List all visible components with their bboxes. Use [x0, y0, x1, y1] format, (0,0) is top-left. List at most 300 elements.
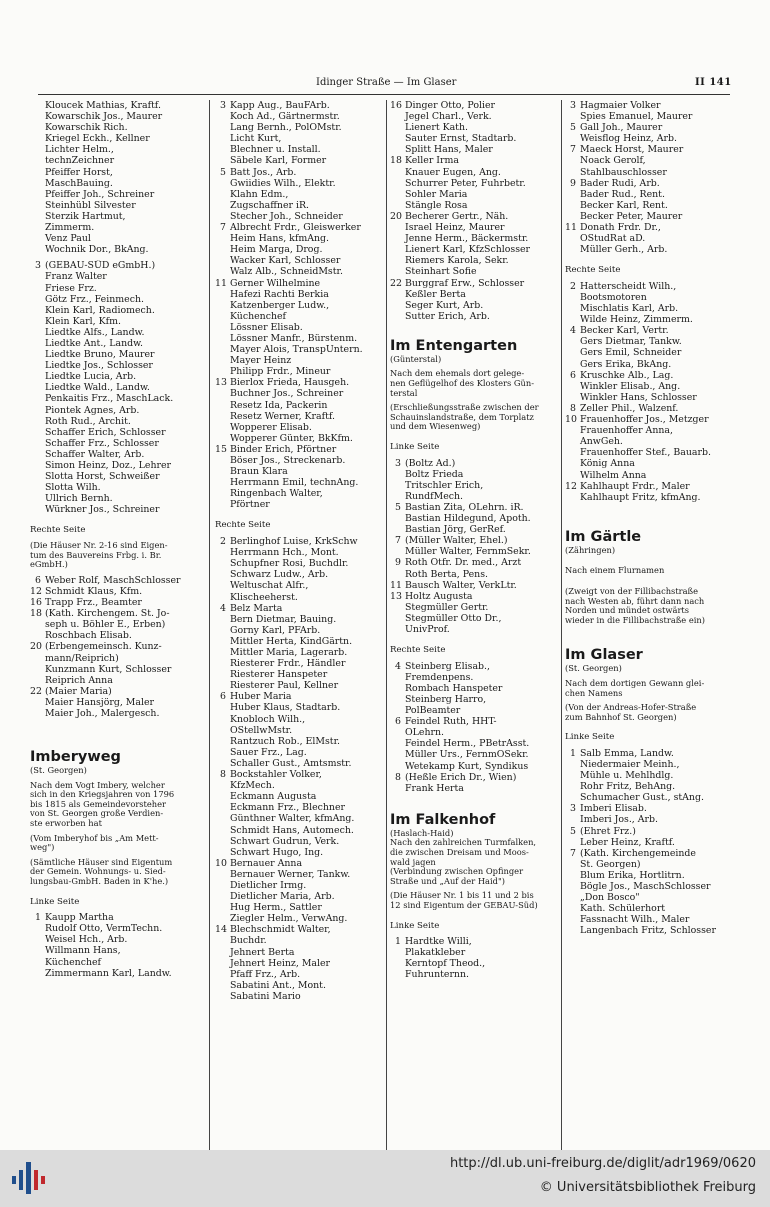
house-number: 9 [395, 557, 401, 569]
entry-list [215, 536, 385, 1002]
entry-line: 5 Gall Joh., Maurer [565, 122, 735, 133]
entry-line: Schaffer Frz., Schlosser [45, 437, 159, 449]
entry-line: seph u. Böhler E., Erben) [45, 619, 166, 631]
entry-line: Schauinslandstraße, dem Torplatz [390, 411, 534, 422]
house-number: 4 [220, 602, 226, 614]
entry-line: 13 Bierlox Frieda, Hausgeh. [215, 377, 350, 389]
entry-line: Kowarschik Rich. [45, 122, 128, 134]
entry-line: Küchenchef [230, 310, 287, 322]
house-number: 1 [35, 912, 41, 924]
side-label: Linke Seite [390, 921, 440, 931]
entry-line: Sabatini Ant., Mont. [230, 979, 326, 991]
entry-line: mann/Reiprich) [45, 652, 119, 664]
side-label: Rechte Seite [30, 526, 86, 536]
house-number: 3 [220, 100, 226, 111]
entry-line: Niedermaier Meinh., [580, 759, 680, 770]
entry-line: Müller Gerh., Arb. [580, 244, 668, 256]
entry-line: 20 Becherer Gertr., Näh. [390, 210, 509, 222]
house-number: 11 [390, 579, 402, 591]
entry-line: Schumacher Gust., stAng. [580, 792, 704, 804]
entry-line: 5 Batt Jos., Arb. [215, 167, 385, 178]
entry-line: Schwarz Ludw., Arb. [230, 569, 329, 581]
entry-line: Becker Karl, Rent. [580, 199, 668, 211]
house-number: 8 [570, 402, 576, 414]
entry-line: Nach den zahlreichen Turmfalken, [390, 838, 537, 848]
house-number: 13 [215, 377, 227, 389]
entry-list [30, 912, 206, 979]
entry-line: Kowarschik Jos., Maurer [45, 111, 163, 123]
entry-line: Gwiidies Wilh., Elektr. [230, 177, 336, 189]
entry-line: Nach dem ehemals dort gelege- [390, 369, 525, 379]
page-header [0, 77, 770, 91]
entry-list [390, 936, 560, 980]
entry-line: 13 Holtz Augusta [390, 590, 473, 602]
entry-line: Roth Rud., Archit. [45, 415, 131, 427]
entry-line: 10 Frauenhoffer Jos., Metzger [565, 414, 709, 426]
entry-line: Liedtke Ant., Landw. [45, 337, 144, 349]
entry-line: Stängle Rosa [405, 199, 468, 211]
entry-line: OLehrn. [405, 727, 444, 739]
entry-list [390, 661, 560, 794]
entry-line: Philipp Frdr., Mineur [230, 366, 331, 378]
entry-line: KfzMech. [230, 780, 275, 792]
entry-line: Wilde Heinz, Zimmerm. [580, 314, 693, 326]
entry-line: der Gemein. Wohnungs- u. Sied- [30, 866, 166, 877]
entry-line: 4 Becker Karl, Vertr. [565, 325, 735, 336]
side-label: Linke Seite [390, 443, 440, 453]
house-number: 5 [395, 502, 401, 513]
house-number: 2 [220, 536, 226, 548]
entry-line: Fremdenpens. [405, 671, 474, 683]
entry-line: lungsbau-GmbH. Baden in K'he.) [30, 876, 169, 886]
entry-line: „Don Bosco" [580, 892, 640, 904]
entry-line: 20 (Erbengemeinsch. Kunz- [30, 641, 162, 653]
entry-line: bis 1815 als Gemeindevorsteher [30, 798, 167, 809]
copyright-notice: © Universitätsbibliothek Freiburg [539, 1180, 756, 1195]
house-number: 6 [220, 691, 226, 703]
entry-line: Bastian Hildegund, Apoth. [405, 513, 531, 525]
house-number: 15 [215, 443, 227, 455]
house-number: 7 [395, 535, 401, 547]
entry-line: 2 Hatterscheidt Wilh., [565, 281, 735, 292]
entry-line: wieder in die Fillibachstraße ein) [565, 614, 705, 625]
house-number: 20 [390, 210, 402, 222]
entry-line: Steinberg Harro, [405, 694, 487, 705]
entry-line: Herrmann Emil, technAng. [230, 477, 359, 489]
entry-line: Becker Peter, Maurer [580, 210, 683, 222]
entry-line: Wochnik Dor., BkAng. [45, 244, 149, 256]
entry-line: 6 Weber Rolf, MaschSchlosser [30, 575, 206, 586]
entry-line: Säbele Karl, Former [230, 155, 327, 167]
street-route [390, 867, 560, 886]
entry-list [390, 100, 560, 322]
entry-line: 4 Belz Marta [215, 603, 385, 614]
entry-line: Rombach Hanspeter [405, 682, 503, 694]
running-title: Idinger Straße — Im Glaser [316, 77, 457, 88]
entry-line: 5 (Ehret Frz.) [565, 826, 735, 837]
entry-line: Roth Berta, Pens. [405, 568, 488, 580]
house-number: 2 [570, 280, 576, 292]
entry-line: Bögle Jos., MaschSchlosser [580, 881, 711, 893]
entry-line: St. Georgen) [580, 858, 641, 870]
entry-line: 16 Dinger Otto, Polier [390, 100, 495, 111]
entry-line: Liedtke Lucia, Arb. [45, 371, 137, 383]
entry-line: Sohler Maria [405, 188, 468, 200]
street-district: (Günterstal) [390, 354, 442, 364]
column-4 [565, 100, 735, 937]
entry-line: Resetz Werner, Kraftf. [230, 410, 335, 422]
entry-line: Weisflog Heinz, Arb. [580, 133, 677, 145]
entry-line: Venz Paul [45, 233, 91, 245]
entry-list [565, 748, 735, 937]
entry-line: Herrmann Hch., Mont. [230, 547, 339, 559]
entry-line: 3 Imberi Elisab. [565, 803, 735, 814]
entry-line: Stegmüller Otto Dr., [405, 612, 502, 624]
entry-line: Eckmann Frz., Blechner [230, 802, 345, 814]
entry-line: 14 Blechschmidt Walter, [215, 924, 331, 936]
house-number: 14 [215, 924, 227, 936]
entry-line: Plakatkleber [405, 947, 466, 959]
entry-line: 2 Berlinghof Luise, KrkSchw [215, 536, 385, 547]
entry-line: Wetekamp Kurt, Syndikus [405, 760, 529, 772]
entry-line: tum des Bauvereins Frbg. i. Br. [30, 549, 162, 560]
entry-line: Heim Hans, kfmAng. [230, 233, 329, 245]
entry-line: Lössner Elisab. [230, 321, 303, 333]
entry-line: Maier Hansjörg, Maler [45, 696, 155, 708]
entry-line: Tritschler Erich, [405, 479, 484, 491]
entry-line: Rantzuch Rob., ElMstr. [230, 735, 341, 747]
entry-line: Rudolf Otto, VermTechn. [45, 923, 163, 935]
entry-line: Klein Karl, Radiomech. [45, 304, 155, 316]
entry-line: weg") [30, 842, 55, 853]
entry-line: ste erworben hat [30, 818, 102, 829]
entry-line: Stecher Joh., Schneider [230, 210, 343, 222]
house-number: 7 [220, 222, 226, 234]
entry-line: Mayer Heinz [230, 355, 292, 367]
entry-line: wald jagen [390, 856, 436, 867]
entry-line: Pförtner [230, 499, 270, 511]
entry-line: 6 Feindel Ruth, HHT- [390, 716, 560, 727]
entry-line: chen Namens [565, 687, 623, 698]
entry-line: Roschbach Elisab. [45, 630, 132, 642]
entry-line: Jenne Herm., Bäckermstr. [405, 233, 529, 245]
ownership-note [390, 891, 560, 910]
entry-line: die zwischen Dreisam und Moos- [390, 847, 529, 858]
entry-line: Wacker Karl, Schlosser [230, 255, 341, 267]
entry-line: Schwart Hugo, Ing. [230, 846, 324, 858]
entry-line: Resetz Ida, Packerin [230, 399, 328, 411]
entry-line: Kriegel Eckh., Kellner [45, 133, 150, 145]
entry-line: Leber Heinz, Kraftf. [580, 836, 675, 848]
house-number: 3 [570, 100, 576, 111]
house-number: 20 [30, 641, 42, 653]
entry-line: Kloucek Mathias, Kraftf. [45, 100, 161, 111]
entry-line: MaschBauing. [45, 177, 113, 189]
entry-line: Kerntopf Theod., [405, 958, 486, 970]
entry-line: 7 (Kath. Kirchengemeinde [565, 848, 735, 859]
entry-line: 6 Kruschke Alb., Lag. [565, 370, 735, 381]
entry-line: Gers Erika, BkAng. [580, 358, 672, 370]
entry-line: Weisel Hch., Arb. [45, 934, 128, 946]
entry-line: Müller Walter, FernmSekr. [405, 546, 531, 558]
entry-line: Seger Kurt, Arb. [405, 299, 484, 311]
street-route [390, 403, 560, 432]
entry-line: 11 Gerner Wilhelmine [215, 277, 321, 289]
house-number: 6 [570, 369, 576, 381]
entry-line: Steinhübl Silvester [45, 199, 136, 211]
column-2 [215, 100, 385, 1002]
side-label: Rechte Seite [565, 266, 621, 276]
house-number: 5 [570, 122, 576, 134]
column-1 [30, 100, 206, 979]
entry-line: AnwGeh. [580, 436, 623, 448]
entry-line: 8 Zeller Phil., Walzenf. [565, 403, 735, 414]
entry-line: 3 (Boltz Ad.) [390, 458, 560, 469]
entry-line: OStudRat aD. [580, 233, 646, 245]
entry-line: Gers Emil, Schneider [580, 347, 682, 359]
street-route [30, 834, 206, 853]
house-number: 12 [30, 585, 42, 597]
street-district: (St. Georgen) [30, 766, 87, 776]
entry-line: Blechner u. Install. [230, 144, 321, 156]
entry-line: technZeichner [45, 155, 115, 167]
entry-line: Heim Marga, Drog. [230, 244, 323, 256]
house-number: 7 [570, 144, 576, 156]
entry-line: 15 Binder Erich, Pförtner [215, 443, 337, 455]
entry-line: Mittler Herta, KindGärtn. [230, 635, 353, 647]
entry-line: Böser Jos., Streckenarb. [230, 455, 346, 466]
house-number: 1 [570, 747, 576, 759]
entry-line: Riesterer Frdr., Händler [230, 658, 346, 670]
street-heading: Imberyweg [30, 749, 121, 766]
entry-list [565, 281, 735, 503]
house-number: 9 [570, 177, 576, 189]
library-footer [0, 1150, 770, 1207]
entry-line: Imberi Jos., Arb. [580, 814, 658, 826]
entry-line: Reiprich Anna [45, 674, 113, 686]
entry-line: Spies Emanuel, Maurer [580, 111, 693, 123]
entry-line: Piontek Agnes, Arb. [45, 404, 140, 416]
entry-line: Jehnert Berta [230, 946, 295, 958]
column-3 [390, 100, 560, 981]
house-number: 8 [395, 771, 401, 783]
entry-line: sich in den Kriegsjahren von 1796 [30, 789, 175, 800]
entry-line: Dietlicher Irmg. [230, 879, 307, 891]
entry-line: 12 Schmidt Klaus, Kfm. [30, 585, 143, 597]
entry-line: Splitt Hans, Maler [405, 144, 493, 156]
entry-line: Knobloch Wilh., [230, 713, 306, 725]
entry-line: (Vom Imberyhof bis „Am Mett- [30, 833, 159, 843]
entry-line: Mittler Maria, Lagerarb. [230, 647, 348, 658]
entry-line: 16 Trapp Frz., Beamter [30, 597, 142, 609]
house-number: 1 [395, 936, 401, 948]
entry-line: Nach dem dortigen Gewann glei- [565, 678, 705, 688]
house-number: 22 [390, 277, 402, 289]
entry-line: Liedtke Bruno, Maurer [45, 349, 155, 361]
page-number: II 141 [695, 77, 732, 88]
entry-line: Sauter Ernst, Stadtarb. [405, 133, 517, 145]
entry-line: Franz Walter [45, 271, 107, 283]
entry-line: Liedtke Jos., Schlosser [45, 360, 153, 372]
entry-line: Buchdr. [230, 935, 267, 947]
entry-line: Liedtke Alfs., Landw. [45, 326, 145, 338]
entry-line: Kath. Schülerhort [580, 903, 666, 915]
entry-line: Koch Ad., Gärtnermstr. [230, 111, 340, 123]
house-number: 11 [215, 277, 227, 289]
house-number: 10 [565, 414, 577, 426]
entry-line: 11 Donath Frdr. Dr., [565, 222, 661, 234]
entry-line: zum Bahnhof St. Georgen) [565, 711, 677, 722]
house-number: 18 [30, 608, 42, 620]
entry-line: 1 Kaupp Martha [30, 912, 206, 923]
side-label: Rechte Seite [215, 521, 271, 531]
entry-line: Küchenchef [45, 956, 102, 968]
entry-line: 5 Bastian Zita, OLehrn. iR. [390, 502, 560, 513]
entry-line: Knauer Eugen, Ang. [405, 166, 501, 178]
entry-line: Israel Heinz, Maurer [405, 222, 505, 234]
entry-line: Ullrich Bernh. [45, 493, 113, 505]
street-description [565, 679, 735, 698]
entry-line: OStellwMstr. [230, 724, 293, 736]
entry-line: Winkler Hans, Schlosser [580, 391, 697, 403]
entry-line: Gorny Karl, PFArb. [230, 624, 321, 636]
entry-line: 18 (Kath. Kirchengem. St. Jo- [30, 608, 170, 620]
entry-line: 18 Keller Irma [390, 155, 459, 167]
permalink[interactable]: http://dl.ub.uni-freiburg.de/diglit/adr1969/0620 [449, 1156, 756, 1171]
entry-line: (Verbindung zwischen Opfinger [390, 867, 524, 877]
entry-line: 7 (Müller Walter, Ehel.) [390, 535, 560, 546]
entry-line: Buchner Jos., Schreiner [230, 388, 344, 400]
house-number: 3 [35, 260, 41, 272]
entry-line: Frauenhoffer Stef., Bauarb. [580, 447, 711, 459]
column-divider [386, 100, 387, 1160]
entry-line: Jehnert Heinz, Maler [230, 957, 331, 969]
entry-line: Schaffer Erich, Schlosser [45, 426, 166, 438]
entry-line: Götz Frz., Feinmech. [45, 293, 144, 305]
entry-line: Liedtke Wald., Landw. [45, 382, 150, 394]
entry-line: Winkler Elisab., Ang. [580, 380, 681, 392]
entry-line: und dem Wiesenweg) [390, 421, 481, 432]
street-description [390, 369, 560, 398]
entry-list [565, 100, 735, 255]
entry-line: 11 Bausch Walter, VerkLtr. [390, 579, 517, 591]
entry-line: eGmbH.) [30, 559, 68, 570]
entry-line: Klischeeherst. [230, 591, 298, 603]
entry-line: 12 Kahlhaupt Frdr., Maler [565, 480, 690, 492]
entry-line: (Sämtliche Häuser sind Eigentum [30, 857, 173, 867]
entry-line: Kahlhaupt Fritz, kfmAng. [580, 491, 701, 503]
entry-line: Katzenberger Ludw., [230, 299, 330, 311]
entry-line: Slotta Wilh. [45, 482, 101, 494]
entry-line: von St. Georgen große Verdien- [30, 808, 164, 819]
entry-line: Riesterer Paul, Kellner [230, 680, 339, 692]
entry-line: 1 Salb Emma, Landw. [565, 748, 735, 759]
house-number: 7 [570, 847, 576, 859]
entry-line: nach Westen ab, führt dann nach [565, 595, 705, 606]
entry-line: Mischlatis Karl, Arb. [580, 303, 679, 315]
entry-line: 9 Bader Rudi, Arb. [565, 178, 735, 189]
house-number: 4 [395, 660, 401, 672]
entry-line: Zimmermann Karl, Landw. [45, 967, 172, 979]
entry-line: Pfeiffer Horst, [45, 166, 113, 178]
entry-line: Bastian Jörg, GerRef. [405, 524, 506, 536]
entry-line: Kunzmann Kurt, Schlosser [45, 663, 172, 675]
entry-line: 7 Maeck Horst, Maurer [565, 144, 735, 155]
entry-line: Walz Alb., SchneidMstr. [230, 266, 343, 278]
entry-line: Stahlbauschlosser [580, 166, 667, 178]
entry-line: 4 Steinberg Elisab., [390, 661, 560, 672]
entry-line: (Die Häuser Nr. 2-16 sind Eigen- [30, 541, 168, 551]
entry-line: Mühle u. Mehlhdlg. [580, 770, 674, 782]
entry-line: Weltuschat Alfr., [230, 580, 309, 592]
side-label: Linke Seite [30, 897, 80, 907]
entry-line: Bader Rud., Rent. [580, 188, 665, 200]
entry-line: Wilhelm Anna [580, 469, 647, 481]
entry-line: Slotta Horst, Schweißer [45, 471, 160, 483]
header-rule [38, 94, 730, 95]
entry-line: Zugschaffner iR. [230, 199, 309, 211]
street-route [565, 587, 735, 625]
entry-line: (Die Häuser Nr. 1 bis 11 und 2 bis [390, 891, 534, 901]
entry-line: Boltz Frieda [405, 468, 464, 480]
entry-line: Jegel Charl., Verk. [405, 111, 492, 123]
entry-line: Riesterer Hanspeter [230, 669, 328, 681]
entry-line: Sauer Frz., Lag. [230, 746, 307, 758]
entry-line: Gers Dietmar, Tankw. [580, 336, 682, 348]
entry-list [30, 100, 206, 255]
entry-line: Riemers Karola, Sekr. [405, 255, 509, 267]
entry-line: Klein Karl, Kfm. [45, 315, 121, 327]
street-description [30, 781, 206, 829]
entry-line: Lössner Manfr., Bürstenm. [230, 332, 358, 344]
side-label: Rechte Seite [390, 646, 446, 656]
entry-line: Frank Herta [405, 782, 464, 794]
entry-line: (Erschließungsstraße zwischen der [390, 403, 539, 413]
entry-line: (Von der Andreas-Hofer-Straße [565, 703, 697, 713]
entry-line: 3 Kapp Aug., BauFArb. [215, 100, 385, 111]
entry-line: Penkaitis Frz., MaschLack. [45, 393, 174, 405]
entry-line: Zimmerm. [45, 222, 95, 234]
entry-line: Sabatini Mario [230, 990, 301, 1002]
entry-line: 3 Hagmaier Volker [565, 100, 735, 111]
entry-line: 6 Huber Maria [215, 691, 385, 702]
entry-line: Schmidt Hans, Automech. [230, 824, 354, 836]
entry-line: Braun Klara [230, 466, 288, 478]
entry-line: Wopperer Günter, BkKfm. [230, 432, 353, 444]
entry-line: Norden und mündet ostwärts [565, 605, 689, 616]
entry-line: Sutter Erich, Arb. [405, 310, 490, 322]
entry-line: Huber Klaus, Stadtarb. [230, 702, 341, 714]
house-number: 6 [35, 574, 41, 586]
entry-line: Willmann Hans, [45, 945, 121, 957]
entry-line: terstal [390, 387, 418, 398]
entry-line: Fassnacht Wilh., Maler [580, 914, 690, 926]
street-district: (St. Georgen) [565, 664, 622, 674]
entry-line: Rohr Fritz, BehAng. [580, 781, 676, 793]
entry-line: Bernauer Werner, Tankw. [230, 868, 351, 880]
street-heading: Im Glaser [565, 647, 643, 664]
entry-line: Ringenbach Walter, [230, 488, 323, 500]
entry-line: König Anna [580, 458, 635, 470]
house-number: 22 [30, 685, 42, 697]
entry-list [30, 260, 206, 515]
entry-line: Nach einem Flurnamen [565, 566, 665, 576]
entry-line: Keßler Berta [405, 288, 466, 300]
entry-line: Bern Dietmar, Bauing. [230, 613, 337, 625]
entry-line: Steinhart Sofie [405, 266, 477, 278]
entry-line: Wopperer Elisab. [230, 421, 312, 433]
entry-line: Lang Bernh., PolOMstr. [230, 122, 342, 134]
